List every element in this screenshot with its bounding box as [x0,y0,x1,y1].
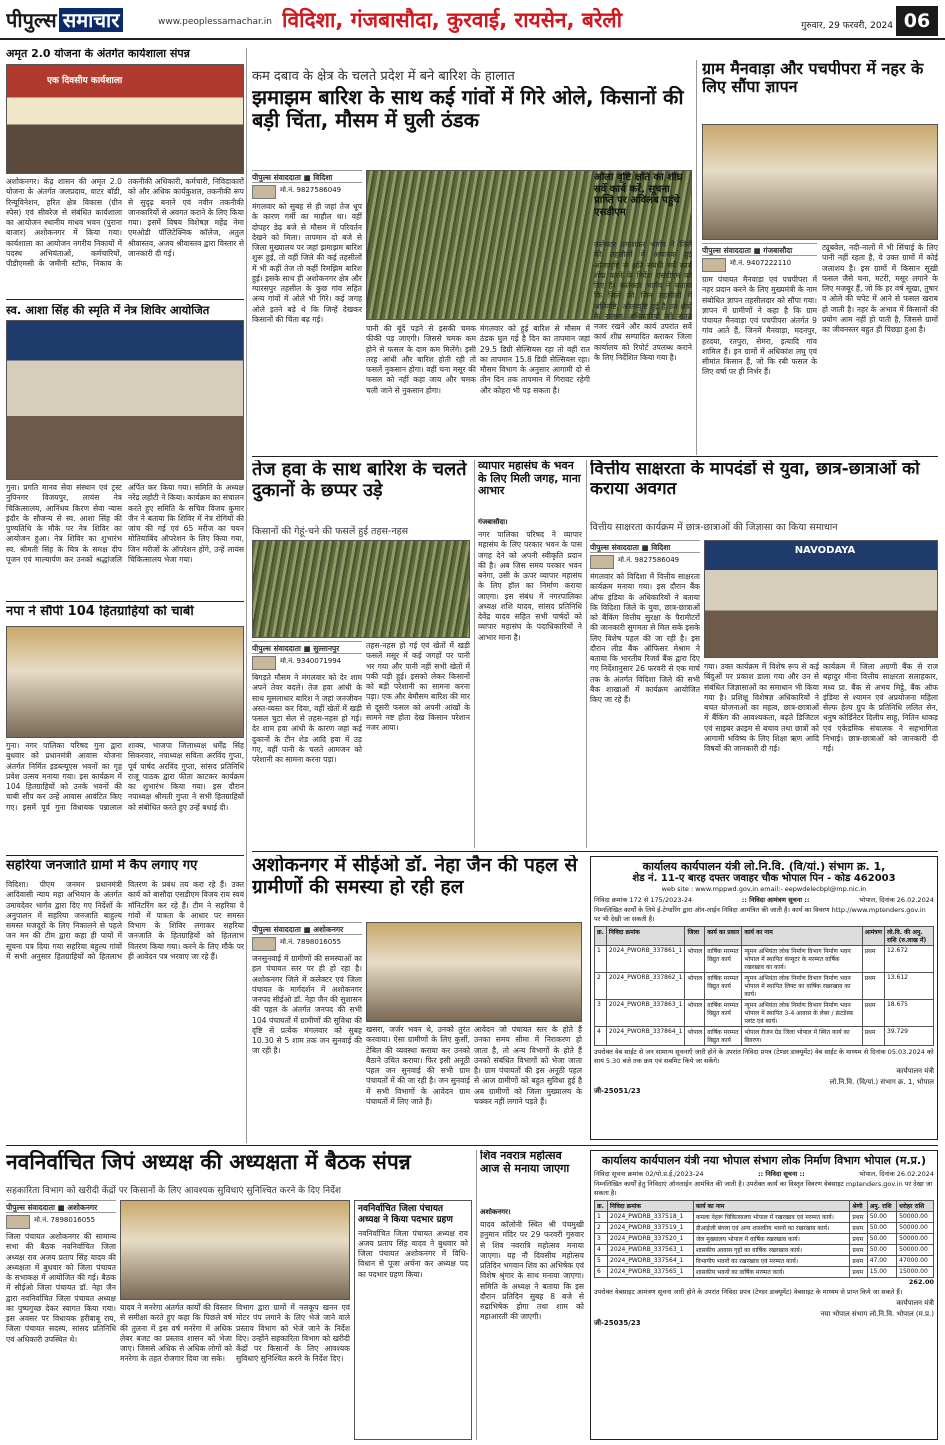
table-cell: 2024_PWDRB_337565_1 [608,1267,694,1278]
t1-table [594,926,934,1046]
a13-body: यादव कॉलोनी स्थित श्री पंचमुखी हनुमान मंदिर पर 29 फरवरी गुरुवार से शिव नवरात्रि महोत्सव मनाया जाएगा। यह नौ दिवसीय महोत्सव प्रतिदिन भगवान शिव का अभिषेक एवं विशेष श्रृंगार के साथ मनाया जाएगा। समिति के अध्यक्ष ने बताया कि इस दौरान प्रतिदिन सुबह 8 बजे से रुद्राभिषेक होगा तथा शाम को महाआरती की जाएगी। [480,1220,584,1322]
a13-dateline: अशोकनगर। [480,1208,511,1216]
t1-header-cell: आमंत्रण [862,927,884,946]
table-cell: भोपाल [685,946,705,973]
a9-headline: व्यापार महासंघ के भवन के लिए मिली जगह, माना आभार [478,460,581,498]
table-row [595,1267,934,1278]
table-cell: विभागीय भवनों का रखरखाव एवं मरम्मत कार्य। [693,1256,850,1267]
table-cell: डीआईजी बंगला एवं अन्य शासकीय भवनों का रखरखाव कार्य। [693,1223,850,1234]
a8-byline: पीपुल्स संवाददाता ■ सुल्तानपुर [252,641,362,654]
table-cell: 3 [595,1000,607,1027]
a2-photo [6,320,244,480]
a4-body: विदिशा। पीएम जनमन प्रधानमंत्री आदिवासी न्याय महा अभियान के अंतर्गत उमावदेवर भार्गव द्वारा दिए गए निर्देशों के अनुपालन में सहरिया जनजाति बाहुल्य समस्त मजदूरों के लिए निकालने से पहले जन मन की टीम द्वारा कहा ही पायों में सूचना पत्र दिया गया सहरिया बहुल्य गांवों में सभी अनुसार हितग्राहियों को हितलाभ वितरण के प्रबंध तय करा रहे हैं। उक्त कार्य को बासौदा एसडीएम विजय राय स्वयं मॉनिटरिंग कर रहे हैं। टीम ने सहरिया वे गांवों में पात्रता के आधार पर समस्त विभाग के शिविर लगाकर सहरिया जनजाति के हितग्राहियों को हितलाभ वितरण किया गया। करने के लिए मौके पर ही आवेदन पत्र भरवाए जा रहे हैं। [6,880,244,961]
a9-body: नगर पालिका परिषद ने व्यापार महासंघ के लिए परकार भवन के पास जगह देने को अपनी स्वीकृति प्रदान की है। अब जिस समय परकार भवन बनेगा, उसी के ऊपर व्यापार महासंघ के लिए हॉल का निर्माण कराया जाएगा। इस संबंध में नगरपालिका अध्यक्ष शशि यादव, सांसद प्रतिनिधि देवेंद्र यादव सहित सभी पार्षदों को व्यापार महासंघ के पदाधिकारियों ने आभार माना है। [478,530,582,642]
divider [6,1145,938,1146]
a1-photo-caption: एक दिवसीय कार्यशाला [47,76,123,86]
a8-body: बिगड़ते मौसम ने मंगलवार को देर शाम अपने तेवर बदले। तेज हवा आंधी के साथ मूसलाधार बारिश ने जहां जनजीवन अस्त-व्यस्त कर दिया, वहीं खेतों में खड़ी फसल चुटा सेल से तहस-नहस हो गई। देर शाम हवा आंधी के कारण जहां कई दुकानों के टीन शेड आदि हवा में उड़ गए, वहीं पानी के चलते आमजन को परेशानी का सामना करना पड़ा। [252,673,362,764]
table-cell: प्रथम [862,1027,884,1046]
a8-col2: तहस-नहस हो गई एवं खेतों में खड़ी फसलें मसूर में कई जगहों पर पानी भर गया और पानी नहीं सभी खेतों में पकी पड़ी हुई। इसको लेकर किसानों को बड़ी परेशानी का सामना करना पड़ा। एक और बेमौसम बारिश की मार से दूसरी फसल को अपनी आंखों के सामने नष्ट होता देख किसान परेशान नजर आया। [366,641,470,732]
table-cell: 50.00 [867,1234,896,1245]
reporter-photo [6,1215,30,1229]
table-cell: प्रथम [850,1234,867,1245]
a8-photo [252,540,470,638]
t2-total: 262.00 [908,1278,934,1287]
a2-headline: स्व. आशा सिंह की स्मृति में नेत्र शिविर आयोजित [6,304,210,317]
a1-headline: अमृत 2.0 योजना के अंतर्गत कार्यशाला संपन्न [6,48,190,60]
divider [252,456,938,457]
a12-byline: पीपुल्स संवाददाता ■ अशोकनगर [6,1200,116,1213]
table-cell: 50.00 [867,1212,896,1223]
a7-mobile: मो.नं. 9407222110 [730,259,792,267]
a12-col2: यादव ने मनरेगा अंतर्गत कार्यों की विस्तार से समीक्षा करते हुए कहा कि पिछले वर्ष की तुलना में इस वर्ष मनरेगा में अधिक लेबर बजट का प्रस्ताव शासन को भेजा जाए। जिससे अधिक से अधिक लोगों को मनरेगा के तहत रोजगार दिया जा सके। [120,1303,232,1364]
column-rule [246,48,247,1143]
a1-body: अशोकनगर। केंद्र शासन की अमृत 2.0 योजना के अंतर्गत जलप्रदाय, वाटर बॉडी, रिन्यूविनेशन, हरित क्षेत्र विकास (ग्रीन स्पेस) एवं सीवरेज से संबंधित कार्यशाला का आयोजन स्थानीय माधव भवन (पुराना बाजार) अशोकनगर में किया गया। कार्यशाला का आयोजन नगरीय निकायों में पदस्थ अभियंताओं, कर्मचारियों, पीडीएमसी के जमीनी स्टॉफ, निकाय के तकनीकी अधिकारी, कर्मचारी, निविदाकारों को और अधिक कार्यकुशल, तकनीकी रूप से सुदृढ़ बनाने एवं नवीन तकनीकी जानकारियों से अवगत कराने के लिए किया गया। इसमें विषय विशेषज्ञ महेंद्र नेमा एमओडी पॉलिटेक्निक कॉलेज, अतुल श्रीवास्तव, अजय श्रीवास्तव द्वारा विस्तार से जानकारी दी गई। [6,177,244,268]
t1-header-cell: कार्य का प्रकार [705,927,742,946]
website-url[interactable]: www.peoplessamachar.in [158,17,272,27]
table-cell: न्यूमन अभियंता लोक निर्माण विभाग निर्माण भवन भोपाल में स्थापित कंप्यूटर के मरम्मत वार्षिक रखरखाव का कार्य। [742,946,862,973]
table-cell: 2024_PWDRB_337564_1 [608,1256,694,1267]
t2-notice-date: भोपाल, दिनांक 26.02.2024 [859,1170,934,1179]
tender-notice-2 [590,1150,938,1440]
tender-notice-1 [590,856,938,1140]
t1-header-cell: लो.वि. की अनु. राशि (रु.लाख में) [884,927,933,946]
t1-title: कार्यालय कार्यपालन यंत्री लो.नि.वि. (वि/यां.) संभाग क्र. 1, [642,860,886,873]
table-row [595,973,934,1000]
reporter-photo [252,937,276,951]
a8-subheadline: किसानों की गेहूं-चने की फसलें हुई तहस-नहस [252,526,409,537]
t2-notice-row [594,1169,934,1178]
table-row [595,1256,934,1267]
a10-col2: गया। उक्त कार्यक्रम में विशेष रूप से कई बिंदुओं पर प्रकाश डाला गया और उन से संबंधित जिज्ञासाओं का समाधान भी किया गया है। प्रशिक्षु विशेषज्ञ अधिकारियों ने बचत योजनाओं का महत्व, छात्र-छात्राओं में बैंकिंग की आवश्यकता, बढ़ते डिजिटल एवं साइबर क्राइम से बचाव तथा छात्रों को आगामी भविष्य के लिए शिक्षा ऋण आदि विषयों की जानकारी दी गई। [704,662,819,753]
table-cell: 2024_PWORB_337862_1 [606,973,685,1000]
column-rule [476,1150,477,1440]
a10-mobile: मो.नं. 9827586049 [618,556,680,564]
table-cell: 1 [595,946,607,973]
t1-notice-date: भोपाल, दिनांक 26.02.2024 [859,896,934,905]
column-rule [696,60,697,455]
a7-byline: पीपुल्स संवाददाता ■ गंजबासौदा [702,243,817,256]
t1-title2: शेड नं. 11-ए बारह दफ्तर जवाहर चौक भोपाल पिन - कोड 462003 [632,873,896,885]
a8-mobile: मो.नं. 9340071994 [280,657,342,665]
a10-photo-banner: NAVODAYA [794,545,856,556]
reporter-photo [702,258,726,272]
table-cell: 2024_PWDRB_337520_1 [608,1234,694,1245]
divider [6,855,244,856]
table-cell: शासकीय भवनों का वार्षिक मरम्मत कार्य। [693,1267,850,1278]
reporter-photo [252,656,276,670]
a4-headline: सहरिया जनजाति ग्रामों में कैंप लगाए गए [6,859,198,873]
t2-header-cell: निविदा क्रमांक [608,1201,694,1212]
a7-headline: ग्राम मैनवाड़ा और पचपीपरा में नहर के लिए सौंपा ज्ञापन [702,60,924,97]
a7-photo [702,124,938,240]
table-cell: 2024_PWORB_337861_1 [606,946,685,973]
a11-col2: खसरा, जर्जर भवन थे, उनको तुरंत करवाया। ऐसा ग्रामीणों के लिए कुर्सी, टेबिल की व्यवस्था कराया कर उनको बैठाने उचित कराया। फिर इसी अनूठी पहल जन सुनवाई की सभी ग्राम पंचायतों में की जा रही है। जन सुनवाई में सभी विभागों के आवेदन ग्राम पंचायतों में लिए जाते हैं। [366,1025,470,1106]
t1-header-cell: जिला [685,927,705,946]
table-cell: 1 [595,1212,608,1223]
table-cell: प्रथम [850,1267,867,1278]
a13-headline: शिव नवरात्र महोत्सव आज से मनाया जाएगा [480,1150,570,1175]
table-row [595,1234,934,1245]
section-title: विदिशा, गंजबासौदा, कुरवाई, रायसेन, बरेली [282,8,623,32]
table-cell: 47.00 [867,1256,896,1267]
a10-byline: पीपुल्स संवाददाता ■ विदिशा [590,540,700,553]
t1-header-cell: क्र. [595,927,607,946]
t2-header-cell: क्र. [595,1201,608,1212]
table-cell: 13.612 [884,973,933,1000]
t2-table [594,1200,934,1278]
table-cell: 3 [595,1234,608,1245]
table-cell: 50.00 [867,1223,896,1234]
t2-code: जी-25035/23 [594,1318,641,1327]
table-cell: 6 [595,1267,608,1278]
a11-photo [366,922,582,1022]
a6-headline: ओला वृष्टि क्षति का शीघ्र सर्वे कार्य करें, सूचना प्राप्ति पर अविलंब पहुंचे एसडीएम [594,172,683,218]
a10-body: मंगलवार को विदिशा में वित्तीय साक्षरता कार्यक्रम मनाया गया। इस दौरान बैंक ऑफ इंडिया के अधिकारियों ने बताया कि विदिशा जिले के युवा, छात्र-छात्राओं को बैंकिंग वित्तीय सुरक्षा के पैरामीटरों की जानकारी सुगमता से मिल सके इसके लिए विशेष पहल की जा रही है। इस दौरान लीड बैंक ऑफिसर मेश्राम ने बताया कि भारतीय रिजर्व बैंक द्वारा दिए गए निर्देशानुसार 26 फरवरी से एक मार्च तक के अंतर्गत विदिशा जिले की सभी बैंक शाखाओं में कार्यक्रम आयोजित किए जा रहे हैं। [590,572,700,704]
table-cell: वार्षिक मरम्मत विद्युत कार्य [705,973,742,1000]
divider [252,851,938,852]
t2-header-cell: अनु. राशि [867,1201,896,1212]
a5-headline: झमाझम बारिश के साथ कई गांवों में गिरे ओले, किसानों की बड़ी चिंता, मौसम में घुली ठंडक [252,86,684,132]
table-cell: वार्षिक मरम्मत विद्युत कार्य [705,1027,742,1046]
a5-byline: पीपुल्स संवाददाता ■ विदिशा [252,170,362,183]
t1-notice-title: :: निविदा आमंत्रण सूचना :: [741,896,810,905]
a11-col3: आवेदन जो पंचायत स्तर के होते हैं उनका समय सीमा में निराकरण हो जाता है, तो अन्य विभागों के होते हैं उनको संबंधित विभागों को भेजा जाता है। ग्राम पंचायतों की इस अनूठी पहल से आज ग्रामीणों को बहुत सुविधा हुई है अब ग्रामीणों को जिला मुख्यालय के चक्कर नहीं लगाने पड़ते हैं। [474,1025,582,1106]
divider [6,299,244,300]
a11-body: जनसुनवाई में ग्रामीणों की समस्याओं का हल पंचायत स्तर पर ही हो रहा है। अशोकनगर जिले में कलेक्टर एवं जिला पंचायत के मार्गदर्शन में अशोकनगर जनपद सीईओ डॉ. नेहा जैन की सुशासन की पहल के अंतर्गत जनपद की सभी 104 पंचायतों में ग्रामीणों की सुविधा की दृष्टि से प्रत्येक मंगलवार को सुबह 10.30 से 5 शाम तक जन सुनवाई की जा रही है। [252,954,362,1056]
t1-header-cell: निविदा क्रमांक [606,927,685,946]
brand-name-1: पीपुल्स [6,8,57,32]
a12-subheadline: सहकारिता विभाग को खरीदी केंद्रों पर किसानों के लिए आवश्यक सुविधाएं सुनिश्चित करने के दिए निर्देश [6,1186,342,1196]
a11-mobile: मो.नं. 7898016055 [280,938,342,946]
column-rule [586,460,587,848]
t2-header-cell: श्रेणी [850,1201,867,1212]
t2-header-cell: कार्य का नाम [693,1201,850,1212]
table-cell: 12.672 [884,946,933,973]
a11-byline: पीपुल्स संवाददाता ■ अशोकनगर [252,922,362,935]
table-cell: 50000.00 [897,1245,934,1256]
table-row [595,1212,934,1223]
table-cell: 50000.00 [897,1234,934,1245]
table-cell: जेल मुख्यालय भोपाल में वार्षिक रखरखाव कार्य। [693,1234,850,1245]
a1-photo [6,64,244,174]
a2-body: गुना। प्रगति मानव सेवा संस्थान एवं ट्रस्ट नुपिनगर विजयपुर, लायंस नेत्र चिकित्सालय, आनिंधय किरण सेवा न्यास इंदौर के सौजन्य से स्व. आशा सिंह की पुण्यतिथि के मौके पर नेत्र शिविर का आयोजन हुआ। नेत्र शिविर का शुभारंभ स्व. श्रीमती सिंह के चित्र के समक्ष दीप पूजन एवं माल्यार्पण कर उनको श्रद्धांजलि अर्पित कर किया गया। समिति के अध्यक्ष नरेंद्र लहोटी ने किया। कार्यक्रम का संचालन करते हुए समिति के सचिव विजय कुमार जैन ने बताया कि शिविर में नेत्र रोगियों की जांच की गई एवं 65 मरीज का चयन मोतियाबिंद ऑपरेशन के लिए किया गया, जिन मरीजों के ऑपरेशन होंगे, उन्हें लायंस चिकित्सालय भेजा गया। [6,483,244,564]
table-row [595,1027,934,1046]
t2-header-cell: धरोहर राशि [897,1201,934,1212]
table-cell: 39.729 [884,1027,933,1046]
t2-note: उपरोक्त वेबसाइट आमंत्रण सूचना जारी होने के उपरांत निविदा प्रपत्र (टेण्डर डाक्यूमेंट) वेबसाइट के माध्यम से प्राप्त किये जा सकते हैं। [594,1288,903,1297]
a10-col3: कार्यक्रम में जिला अग्रणी बैंक से राज बहादुर मीना वित्तीय साक्षरता सलाहकार, मध्य प्रा. बैंक से अभय मिट्ठे, बैंक ऑफ इंडिया से श्यामन एवं अप्रयोजना महिला सेल्फ हेल्प ग्रुप के प्रतिनिधि ललित सेन, धनुष कोर्डिनेटर दिलीप साहू, नितिन धाकड़ एवं एकेडमिक संचालक ने सहभागिता निभाई। छात्र-छात्राओं को जानकारी दी गई। [823,662,938,753]
a8-headline: तेज हवा के साथ बारिश के चलते दुकानों के छप्पर उड़े [252,460,467,501]
table-cell: 47000.00 [897,1256,934,1267]
t2-notice-no: निविदा सूचना क्रमांक 02/पो.प्र.ई./2023-24 [594,1170,704,1179]
t2-sign1: कार्यपालन यंत्री [896,1298,934,1307]
reporter-photo [252,185,276,199]
t1-header-cell: कार्य का नाम [742,927,862,946]
table-cell: 2 [595,1223,608,1234]
table-cell: 5 [595,1256,608,1267]
table-cell: प्रथम [862,946,884,973]
table-cell: 2 [595,973,607,1000]
reporter-photo [590,555,614,569]
a12-body: जिला पंचायत अशोकनगर की सामान्य सभा की बैठक नवनिर्वाचित जिला अध्यक्ष राव अजय प्रताप सिंह यादव की अध्यक्षता में बुधवार को जिला पंचायत के सभाकक्ष में आयोजित की गई। बैठक में सीईओ जिला पंचायत डॉ. नेहा जैन द्वारा नवनिर्वाचित जिला पंचायत अध्यक्ष का पुष्पगुच्छ देकर स्वागत किया गया। इस अवसर पर विधायक हरीबाबू राय, जिला पंचायत सदस्य, सांसद प्रतिनिधि एवं अधिकारी उपस्थित थे। [6,1232,116,1344]
table-cell: प्रथम [850,1245,867,1256]
table-cell: शासकीय आवास गृहों का वार्षिक रखरखाव कार्य। [693,1245,850,1256]
a7-col2: ट्यूबवेल, नदी-नालों में भी सिंचाई के लिए पानी नहीं रहता है, ये उक्त ग्रामों में कोई जलाशय है। इस ग्रामों में किसान सूखी फसल जैसे चना, मटरी, मसूर लगाने के लिए मजबूर हैं, जो कि हर वर्ष सूखा, तुषार व ओले की चपेट में आने से फसल खराब हो जाती है। नहर के अभाव में किसानों की प्रयोग आम नहीं हो पाती है, जिससे ग्रामों का जीवनस्तर बहुत ही पिछड़ा हुआ है। [822,243,938,334]
a12-headline: नवनिर्वाचित जिपं अध्यक्ष की अध्यक्षता में बैठक संपन्न [6,1150,411,1174]
table-row [595,1245,934,1256]
table-row [595,946,934,973]
table-cell: न्यूमन अभियंता लोक निर्माण विभाग निर्माण भवन भोपाल में स्थापित लिफ्ट का वार्षिक रखरखाव का कार्य। [742,973,862,1000]
divider [6,601,244,602]
a5-body: मंगलवार को सुबह से ही जहां तेज धूप के कारण गर्मी का माहौल था। वहीं दोपहर डेढ़ बजे से मौसम में परिवर्तन देखने को मिला। तापमान दो बजे से जिला मुख्यालय पर जहां झमाझम बारिश शुरू हुई, तो वहीं जिले की कई तहसीलों में भी कहीं तेज तो कहीं रिमझिम बारिश हुई। इसके साथ ही अशोकनगर क्षेत्र और ग्यारसपुर तहसील के कुछ गांव सहित अन्य गांवों में ओले भी गिरे। कई जगह ओले इतने बड़े थे कि जिन्हें देखकर किसानों की चिंता बढ़ गई। [252,202,362,324]
t1-notice-row [594,895,934,904]
a12-sidebox [354,1200,472,1440]
table-cell: 2024_PWDRB_337519_1 [608,1223,694,1234]
a12-box-body: नवनिर्वाचित जिला पंचायत अध्यक्ष राव अजय प्रताप सिंह यादव ने बुधवार को जिला पंचायत अशोकनगर में विधि-विधान से पूजा अर्चना कर अध्यक्ष पद का पदभार ग्रहण किया। [358,1228,468,1279]
a6-body: कलेक्टर उमाशंकर भार्गव ने जिले की तहसीलों में अचानक हुई ओलावृष्टि से क्षति संबंधी सर्वे कार्य शीघ्र करने के निर्देश एसडीएम को दिए हैं। कलेक्टर भार्गव ने बताया कि जिले की जिन तहसीलों में अतिवृष्टि, ओलावृष्टि हुई है उन क्षेत्रों के राजस्व अधिकारियों को सतत नजर रखने और कार्य उपरांत सर्वे कार्य शीघ्र सम्पादित कराकर जिला कार्यालय को रिपोर्ट उपलब्ध कराने के लिए निर्देशित किया गया है। [594,240,692,362]
t1-notice-no: निविदा क्रमांक 172 से 175/2023-24 [594,896,693,905]
issue-date: गुरुवार, 29 फरवरी, 2024 [801,21,893,31]
table-cell: भोपाल [685,1000,705,1027]
t1-intro: निम्नलिखित कार्यों के लिये ई-टेण्डरिंग द्वारा ऑन-लाईन निविदा आमंत्रित की जाती है। कार्य का विवरण http://www.mptenders.gov.in पर भी देखी जा सकती है। [594,906,926,923]
a9-dateline: गंजबासौदा। [478,518,508,526]
table-cell: न्यूमन अभियंता लोक निर्माण विभाग निर्माण भवन भोपाल में स्थापित 3-4 आवास के लेबर / फ्रंटडेस्क प्लांट एवं कार्य। [742,1000,862,1027]
table-cell: 2024_PWORB_337863_1 [606,1000,685,1027]
t2-sign2: नया भोपाल संभाग लो.नि.वि. भोपाल (म.प्र.) [820,1309,934,1318]
table-cell: कमला नेहरू चिकित्सालय भोपाल में रखरखाव एवं मरम्मत कार्य। [693,1212,850,1223]
t2-title: कार्यालय कार्यपालन यंत्री नया भोपाल संभाग लोक निर्माण विभाग भोपाल (म.प्र.) [601,1154,927,1167]
brand-logo[interactable] [6,6,156,34]
a5-col3: मंगलवार को हुई बारिश से मौसम में ठंडक घुल गई है दिन का तापमान जहां 29.5 डिग्री सेल्सियस रहा तो वहीं रात का तापमान 15.8 डिग्री सेल्सियस रहा। मौसम विभाग के अनुसार आगामी दो से तीन दिन तक तापमान में गिरावट रहेगी और कोहरा भी पड़ सकता है। [480,324,590,395]
table-cell: 2024_PWDRB_337563_1 [608,1245,694,1256]
table-cell: 15000.00 [897,1267,934,1278]
t1-web[interactable]: web site : www.mppwd.gov.in email:- eepwdelecbpl@mp.nic.in [661,885,867,894]
a7-body: ग्राम पंचायत मैनवाड़ा एवं पचपीपरा में नहर प्रदान करने के लिए मुख्यमंत्री के नाम संबोधित ज्ञापन तहसीलदार को सौंपा गया। ज्ञापन में ग्रामीणों ने कहा है कि ग्राम पंचायत मैनवाड़ा एवं पचपीपरा अंतर्गत 9 गांव आते हैं, जिनमें मैनवाड़ा, मदनपुर, हरदया, रतपुरा, सेमरा, इत्यादि गांव शामिल हैं। इन ग्रामों में अधिकांश लघु एवं सीमांत किसान हैं, जो कि रबी फसल के लिए वर्षा पर ही निर्भर हैं। [702,275,817,377]
a3-body: गुना। नगर पालिका परिषद गुना द्वारा बुधवार को प्रधानमंत्री आवास योजना अंतर्गत निर्मित इडब्ल्यूएस भवनों का गृह प्रवेश उत्सव मनाया गया। इस कार्यक्रम में 104 हितग्राहियों को उनके भवनों की चाबी सौंप कर उन्हें आवास आवंटित किए गए। इसमें पूर्व गुना विधायक पन्नालाल शाक्य, भाजपा जिलाध्यक्ष धर्मेंद्र सिंह सिकरवार, नपाध्यक्ष सविता अरविंद गुप्ता, पूर्व पार्षद अरविंद गुप्ता, सांसद प्रतिनिधि राजू पाठक द्वारा फीता काटकर कार्यक्रम का शुभारंभ किया गया। इस दौरान नपाध्यक्ष श्रीमती गुप्ता ने सभी हितग्राहियों को संबोधित करते हुए उन्हें बधाई दी। [6,741,244,812]
a12-mobile: मो.नं. 7898016055 [34,1216,96,1224]
table-cell: 15.00 [867,1267,896,1278]
a12-photo [120,1200,350,1300]
table-cell: प्रथम [850,1212,867,1223]
table-cell: प्रथम [850,1223,867,1234]
a12-box-title: नवनिर्वाचित जिला पंचायत अध्यक्ष ने किया पदभार ग्रहण [358,1204,453,1225]
a3-photo [6,626,244,738]
table-cell: प्रथम [850,1256,867,1267]
table-row [595,1000,934,1027]
table-cell: 50000.00 [897,1223,934,1234]
table-cell: भोपाल [685,1027,705,1046]
table-cell: भोपाल [685,973,705,1000]
a10-headline: वित्तीय साक्षरता के मापदंडों से युवा, छात्र-छात्राओं को कराया अवगत [590,460,920,499]
table-cell: 4 [595,1245,608,1256]
column-rule [474,460,475,848]
table-cell: प्रथम [862,973,884,1000]
t1-code: जी-25051/23 [594,1086,641,1095]
t1-sign2: लो.नि.वि. (वि/यां.) संभाग क्र. 1, भोपाल [829,1077,934,1086]
a10-photo [704,540,938,658]
a11-headline: अशोकनगर में सीईओ डॉ. नेहा जैन की पहल से ग्रामीणों की समस्या हो रही हल [252,855,578,898]
t2-intro: निम्नलिखित कार्यों हेतु निविदाएं ऑनलाईन आमंत्रित की जाती है। उपरोक्त कार्य का विस्तृत विवरण वेबसाइट mptenders.gov.in पर देखा जा सकता है। [594,1180,933,1197]
masthead [0,0,945,40]
table-cell: 2024_PWDRB_337518_1 [608,1212,694,1223]
page-number: 06 [896,6,938,36]
table-cell: वार्षिक मरम्मत विद्युत कार्य [705,946,742,973]
table-cell: भोपाल रीजन ग्रेड जिला भोपाल में स्थित कार्य का विवरण। [742,1027,862,1046]
table-row [595,1223,934,1234]
table-cell: 4 [595,1027,607,1046]
t1-note: उपरोक्त वेब साईट से जन सामान्य सूचनाएँ जारी होने के उपरांत निविदा प्रपत्र (टेण्डर डाक्यूमेंट) वेब साईट के माध्यम से दिनांक 05.03.2024 को सायं 5.30 बजे तक क्रय एवं सबमिट किये जा सकेंगे। [594,1048,934,1065]
table-cell: 50.00 [867,1245,896,1256]
a5-kicker: कम दबाव के क्षेत्र के चलते प्रदेश में बने बारिश के हालात [252,69,515,82]
a10-subheadline: वित्तीय साक्षरता कार्यक्रम में छात्र-छात्राओं की जिज्ञासा का किया समाधान [590,522,838,533]
a12-col3: विभाग द्वारा ग्रामों में नलकूप खनन एवं मोटर पंप लगाने के लिए भेजे जाने वाले प्रस्ताव विभाग को भेजे जाने के निर्देश दिए। उन्होंने सहकारिता विभाग को खरीदी केंद्रों पर किसानों के लिए आवश्यक सुविधाएं सुनिश्चित करने के निर्देश दिए। [236,1303,350,1364]
brand-name-2: समाचार [59,8,124,32]
table-cell: 50000.00 [897,1212,934,1223]
a5-mobile: मो.नं. 9827586049 [280,186,342,194]
table-cell: 2024_PWORB_337864_1 [606,1027,685,1046]
table-cell: वार्षिक मरम्मत विद्युत कार्य [705,1000,742,1027]
t2-notice-title: :: निविदा सूचना :: [757,1170,805,1179]
t1-sign1: कार्यपालन यंत्री [896,1066,934,1075]
table-cell: प्रथम [862,1000,884,1027]
a5-col2: पानी की बूंदें पड़ने से इसकी चमक फीकी पड़ जाएगी। जिससे चमक कम होने से फसल के दाम कम मिलेंगे। इसी तरह आंधी और बारिश होती रही तो फसलें नुकसान होगा। वहीं चना मसूर की फसल को नहीं कहा जाय और चमक चली जाने से नुकसान होगा। [366,324,476,395]
table-cell: 18.675 [884,1000,933,1027]
a3-headline: नपा ने सौंपी 104 हितग्राहियों को चाबी [6,605,194,619]
